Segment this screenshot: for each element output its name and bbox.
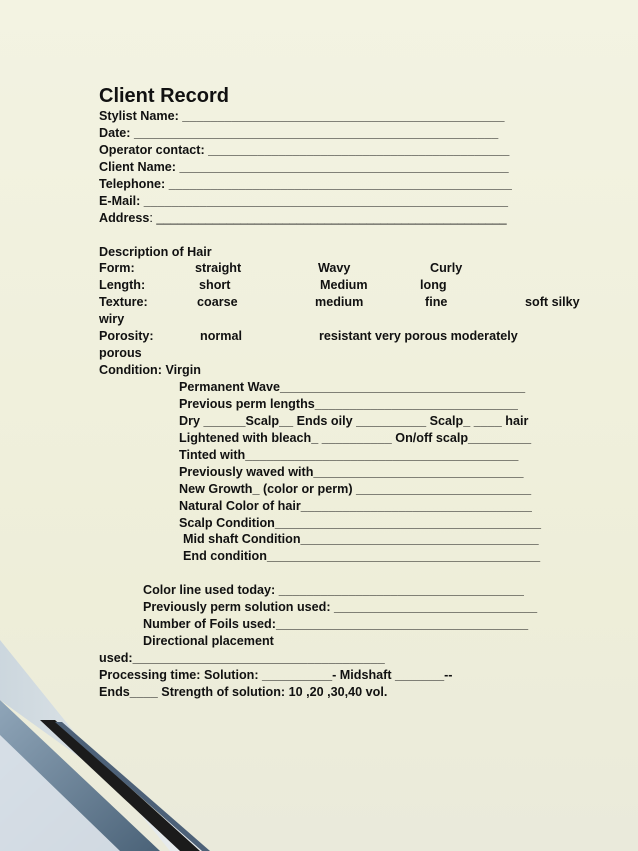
texture-option-fine[interactable]: fine — [425, 295, 448, 310]
porosity-option-normal[interactable]: normal — [200, 329, 242, 344]
scalp-condition-field[interactable]: Scalp Condition______________________________________ — [179, 515, 542, 530]
client-record-form — [99, 84, 599, 701]
page-title: Client Record — [99, 85, 230, 107]
operator-contact-field[interactable]: Operator contact: ___________________________________________ — [99, 142, 510, 157]
hair-heading: Description of Hair — [99, 244, 212, 259]
length-option-long[interactable]: long — [420, 278, 447, 293]
directional-placement-field[interactable]: used:____________________________________ — [99, 651, 385, 665]
color-line-field[interactable]: Color line used today: ___________________________________ — [143, 583, 524, 598]
address-label: Address — [99, 210, 150, 225]
texture-row — [99, 294, 599, 311]
previous-perm-lengths-field[interactable]: Previous perm lengths_____________________________ — [179, 396, 518, 411]
telephone-field[interactable]: Telephone: _________________________________________________ — [99, 176, 512, 191]
porosity-option-porous[interactable]: porous — [99, 346, 142, 361]
tinted-field[interactable]: Tinted with_______________________________________ — [179, 447, 519, 462]
end-condition-field[interactable]: End condition_______________________________________ — [183, 549, 541, 564]
email-field[interactable]: E-Mail: ____________________________________________________ — [99, 193, 508, 208]
texture-option-wiry[interactable]: wiry — [99, 312, 125, 327]
texture-label: Texture: — [99, 295, 148, 310]
new-growth-field[interactable]: New Growth_ (color or perm) _________________________ — [179, 481, 532, 496]
address-field[interactable] — [99, 210, 599, 227]
form-option-wavy[interactable]: Wavy — [318, 261, 351, 276]
dry-scalp-ends-field[interactable]: Dry ______Scalp__ Ends oily __________ Scalp_ ____ hair — [179, 413, 529, 428]
processing-time-field[interactable]: Processing time: Solution: __________- Midshaft _______-- — [99, 667, 453, 682]
form-row — [99, 260, 599, 277]
previously-waved-field[interactable]: Previously waved with______________________________ — [179, 464, 524, 479]
texture-option-soft-silky[interactable]: soft silky — [525, 295, 580, 310]
client-name-field[interactable]: Client Name: _______________________________________________ — [99, 159, 509, 174]
date-field[interactable]: Date: ____________________________________________________ — [99, 125, 499, 140]
form-label: Form: — [99, 261, 135, 276]
address-blank[interactable]: : __________________________________________________ — [149, 210, 507, 225]
perm-solution-field[interactable]: Previously perm solution used: _____________________________ — [143, 600, 538, 615]
length-option-short[interactable]: short — [199, 278, 231, 293]
directional-placement-label: Directional placement — [143, 634, 274, 649]
natural-color-field[interactable]: Natural Color of hair_________________________________ — [179, 498, 532, 513]
number-of-foils-field[interactable]: Number of Foils used:____________________________________ — [143, 617, 529, 632]
spacer — [99, 227, 599, 244]
lightened-field[interactable]: Lightened with bleach_ __________ On/off scalp_________ — [179, 430, 532, 445]
permanent-wave-field[interactable]: Permanent Wave___________________________________ — [179, 380, 526, 394]
porosity-options[interactable]: resistant very porous moderately — [319, 329, 518, 344]
stylist-name-field[interactable]: Stylist Name: ______________________________________________ — [99, 109, 505, 123]
spacer — [99, 565, 599, 582]
length-option-medium[interactable]: Medium — [320, 278, 368, 293]
condition-label: Condition: Virgin — [99, 363, 201, 378]
texture-option-coarse[interactable]: coarse — [197, 295, 238, 310]
form-option-straight[interactable]: straight — [195, 261, 242, 276]
texture-option-medium[interactable]: medium — [315, 295, 364, 310]
mid-shaft-condition-field[interactable]: Mid shaft Condition__________________________________ — [183, 532, 539, 547]
length-label: Length: — [99, 278, 146, 293]
ends-strength-field[interactable]: Ends____ Strength of solution: 10 ,20 ,30,40 vol. — [99, 684, 388, 699]
form-option-curly[interactable]: Curly — [430, 261, 463, 276]
length-row — [99, 277, 599, 294]
porosity-row — [99, 328, 599, 345]
porosity-label: Porosity: — [99, 329, 154, 344]
